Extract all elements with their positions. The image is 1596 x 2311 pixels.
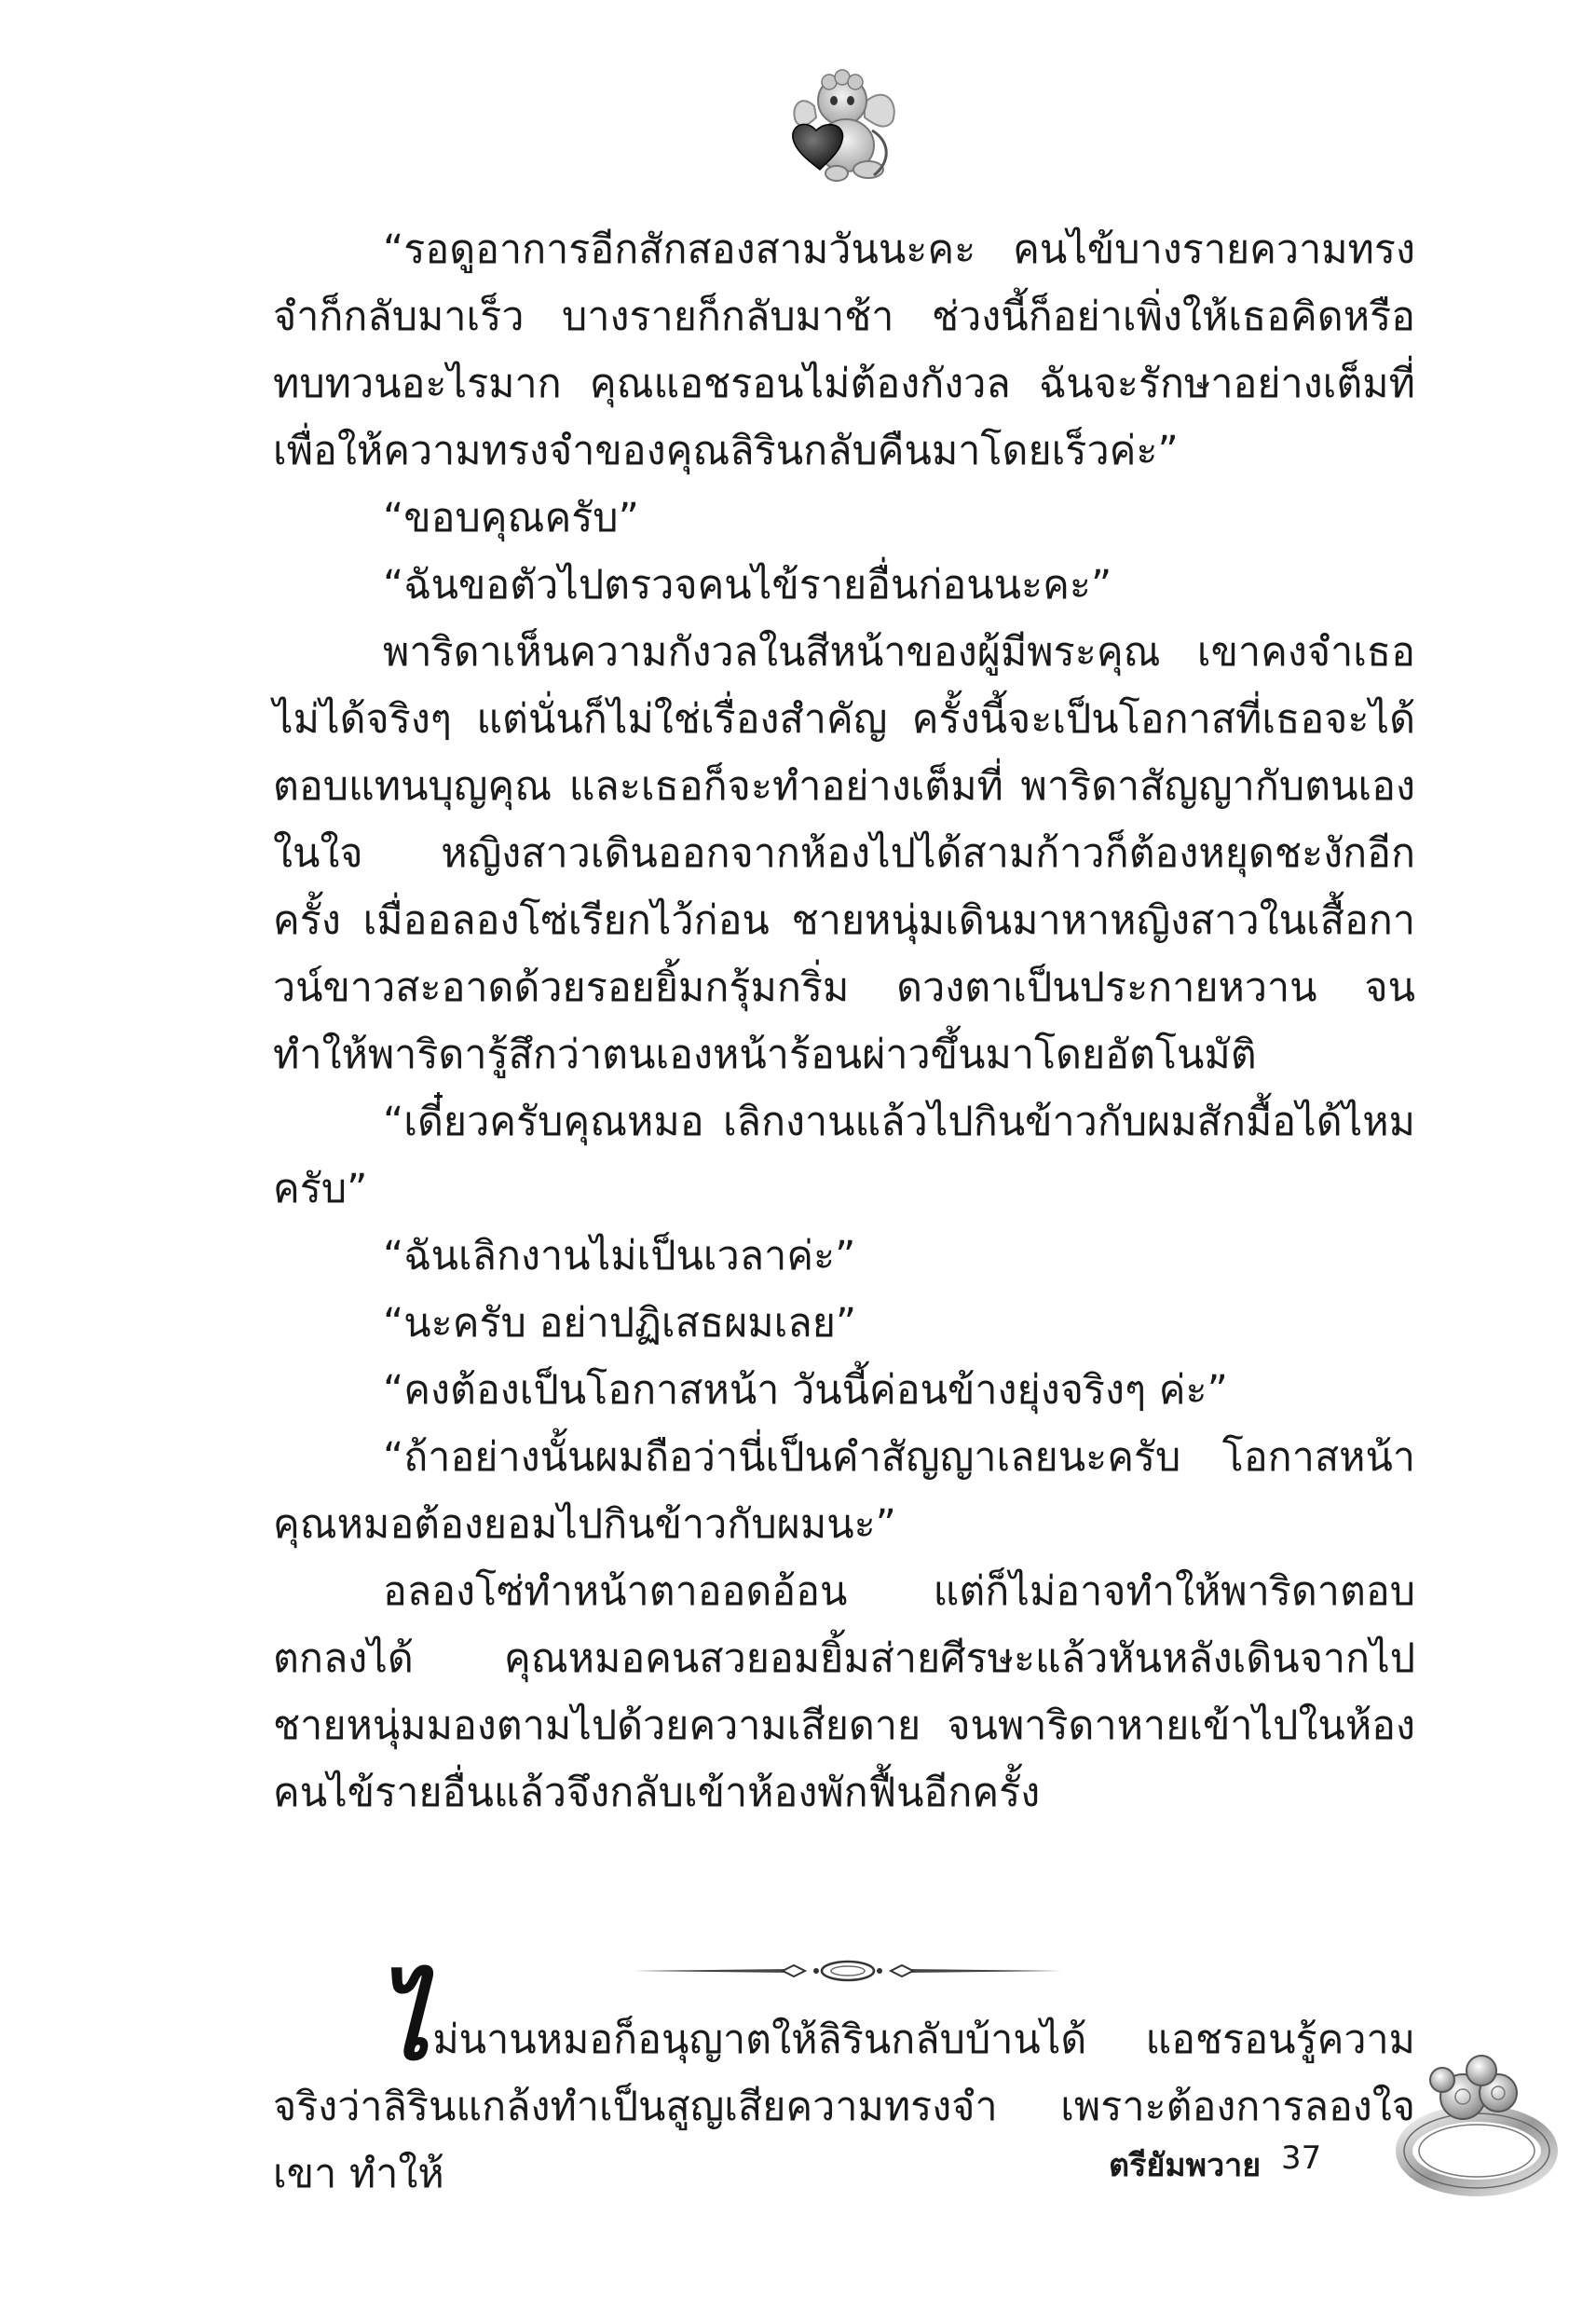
book-title: ตรียัมพวาย (1109, 2147, 1262, 2184)
paragraph: “รอดูอาการอีกสักสองสามวันนะคะ คนไข้บางรายความทรงจำก็กลับมาเร็ว บางรายก็กลับมาช้า ช่วงนี้ก็อย่าเพิ่งให้เธอคิดหรือทบทวนอะไรมาก คุณแอชรอนไม่ต้องกังวล ฉันจะรักษาอย่างเต็มที่เพื่อให้ความทรงจำของคุณลิรินกลับคืนมาโดยเร็วค่ะ” (273, 226, 1415, 474)
paragraph: อลองโซ่ทำหน้าตาออดอ้อน แต่ก็ไม่อาจทำให้พาริดาตอบตกลงได้ คุณหมอคนสวยอมยิ้มส่ายศีรษะแล้วหันหลังเดินจากไป ชายหนุ่มมองตามไปด้วยความเสียดาย จนพาริดาหายเข้าไปในห้องคนไข้รายอื่นแล้วจึงกลับเข้าห้องพักฟื้นอีกครั้ง (273, 1568, 1415, 1816)
paragraph-text: ม่นานหมอก็อนุญาตให้ลิรินกลับบ้านได้ แอชรอนรู้ความจริงว่าลิรินแกล้งทำเป็นสูญเสียความทรงจำ เพราะต้องการลองใจเขา ทำให้ (273, 2017, 1415, 2197)
paragraph: “ขอบคุณครับ” (383, 495, 639, 541)
cupid-heart-icon (783, 65, 904, 186)
page-number: 37 (1281, 2140, 1322, 2177)
paragraph: “นะครับ อย่าปฏิเสธผมเลย” (383, 1300, 857, 1347)
paragraph: “ถ้าอย่างนั้นผมถือว่านี่เป็นคำสัญญาเลยนะครับ โอกาสหน้าคุณหมอต้องยอมไปกินข้าวกับผมนะ” (273, 1434, 1415, 1548)
paragraph: “คงต้องเป็นโอกาสหน้า วันนี้ค่อนข้างยุ่งจริงๆ ค่ะ” (383, 1367, 1228, 1414)
paragraph: “ฉันเลิกงานไม่เป็นเวลาค่ะ” (383, 1233, 856, 1279)
drop-cap: ไ (377, 1962, 430, 2083)
ornament-divider (634, 1955, 1062, 1987)
main-text (273, 216, 1415, 1826)
paragraph: พาริดาเห็นความกังวลในสีหน้าของผู้มีพระคุณ เขาคงจำเธอไม่ได้จริงๆ แต่นั่นก็ไม่ใช่เรื่องสำคัญ ครั้งนี้จะเป็นโอกาสที่เธอจะได้ตอบแทนบุญคุณ และเธอก็จะทำอย่างเต็มที่ พาริดาสัญญากับตนเองในใจ หญิงสาวเดินออกจากห้องไปได้สามก้าวก็ต้องหยุดชะงักอีกครั้ง เมื่ออลองโซ่เรียกไว้ก่อน ชายหนุ่มเดินมาหาหญิงสาวในเสื้อกาวน์ขาวสะอาดด้วยรอยยิ้มกรุ้มกริ่ม ดวงตาเป็นประกายหวาน จนทำให้พาริดารู้สึกว่าตนเองหน้าร้อนผ่าวขึ้นมาโดยอัตโนมัติ (273, 629, 1415, 1078)
diamond-ring-icon (1388, 2031, 1565, 2208)
paragraph: “ฉันขอตัวไปตรวจคนไข้รายอื่นก่อนนะคะ” (383, 562, 1112, 609)
paragraph: “เดี๋ยวครับคุณหมอ เลิกงานแล้วไปกินข้าวกับผมสักมื้อได้ไหมครับ” (273, 1099, 1415, 1212)
